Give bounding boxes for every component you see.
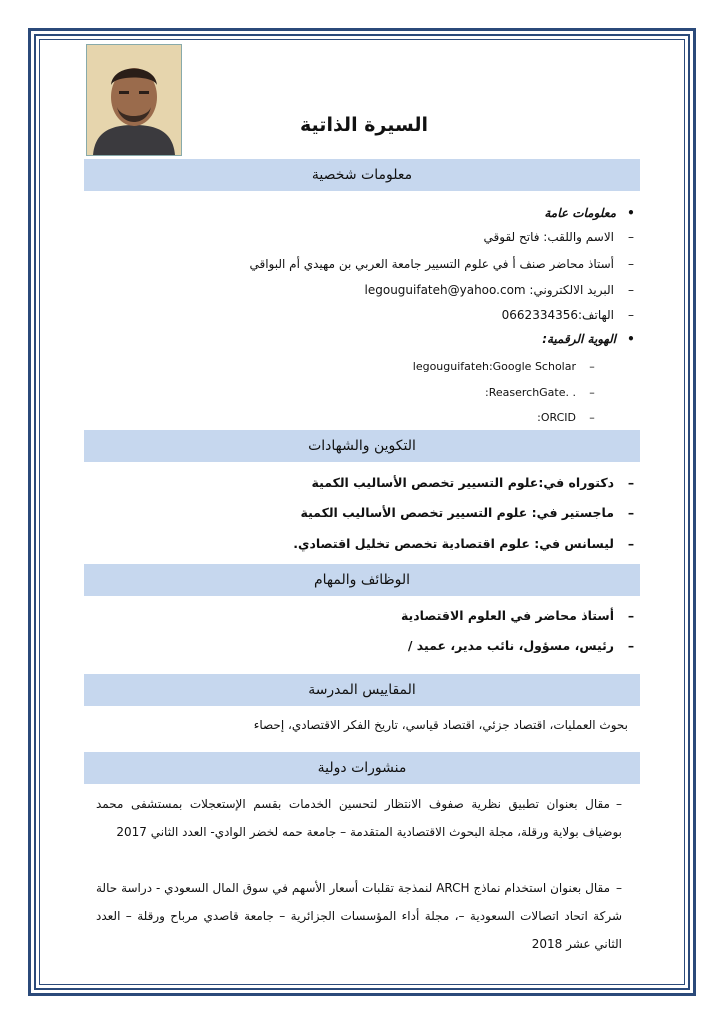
info-position-text: أستاذ محاضر صنف أ في علوم التسيير جامعة العربي بن مهيدي أم البواقي bbox=[249, 257, 614, 271]
section-header-publications: منشورات دولية bbox=[84, 752, 640, 784]
degree-masters bbox=[84, 505, 640, 520]
researchgate-text: :ReaserchGate. . bbox=[485, 386, 576, 399]
dash-icon: – bbox=[616, 797, 622, 811]
job-lecturer-text: أستاذ محاضر في العلوم الاقتصادية bbox=[400, 608, 614, 623]
dash-icon: – bbox=[627, 608, 635, 623]
degree-phd bbox=[84, 475, 640, 490]
digital-identity-heading-text: الهوية الرقمية: bbox=[542, 332, 616, 346]
dash-icon: – bbox=[628, 308, 634, 322]
google-scholar-link[interactable] bbox=[413, 360, 600, 373]
publication-text: مقال بعنوان تطبيق نظرية صفوف الانتظار لتحسين الخدمات بقسم الإستعجلات بمستشفى محمد بوضياف بولاية ورقلة، مجلة البحوث الاقتصادية المتقدمة – جامعة حمه لخضر الوادي- العدد الثاني 2017 bbox=[96, 797, 622, 839]
degree-masters-text: ماجستير في: علوم التسيير تخصص الأساليب الكمية bbox=[300, 505, 614, 520]
dash-icon: – bbox=[589, 360, 595, 373]
orcid-text: :ORCID bbox=[537, 411, 576, 424]
dash-icon: – bbox=[616, 881, 622, 895]
info-name-text: الاسم واللقب: فاتح لقوقي bbox=[483, 230, 614, 244]
dash-icon: – bbox=[627, 475, 635, 490]
dash-icon: – bbox=[628, 230, 634, 244]
orcid-link[interactable] bbox=[537, 411, 600, 424]
publication-item bbox=[96, 874, 622, 958]
cv-page bbox=[84, 40, 640, 980]
dash-icon: – bbox=[589, 411, 595, 424]
digital-identity-heading bbox=[542, 332, 640, 346]
degree-license bbox=[84, 536, 640, 551]
degree-license-text: ليسانس في: علوم اقتصادية تخصص تخليل اقتصادي. bbox=[293, 536, 614, 551]
publication-item bbox=[96, 790, 622, 846]
dash-icon: – bbox=[589, 386, 595, 399]
section-header-education: التكوين والشهادات bbox=[84, 430, 640, 462]
section-header-courses: المقاييس المدرسة bbox=[84, 674, 640, 706]
dash-icon: – bbox=[627, 536, 635, 551]
dash-icon: – bbox=[628, 283, 634, 297]
info-name bbox=[84, 230, 640, 244]
info-email-text: البريد الالكتروني: legouguifateh@yahoo.com bbox=[364, 283, 614, 297]
info-phone bbox=[84, 308, 640, 322]
page-title: السيرة الذاتية bbox=[300, 114, 428, 136]
job-lecturer bbox=[84, 608, 640, 623]
bullet-icon: • bbox=[627, 332, 635, 346]
google-scholar-text: legouguifateh:Google Scholar bbox=[412, 360, 576, 373]
job-roles-text: رئيس، مسؤول، نائب مدير، عميد / bbox=[407, 638, 614, 653]
courses-list: بحوث العمليات، اقتصاد جزئي، اقتصاد قياسي، تاريخ الفكر الاقتصادي، إحصاء bbox=[253, 718, 628, 732]
degree-phd-text: دكتوراه في:علوم التسيير تخصص الأساليب الكمية bbox=[311, 475, 614, 490]
info-position bbox=[84, 257, 640, 271]
portrait-image bbox=[87, 45, 181, 155]
general-info-heading-text: معلومات عامة bbox=[544, 206, 616, 220]
section-header-jobs: الوظائف والمهام bbox=[84, 564, 640, 596]
section-header-personal: معلومات شخصية bbox=[84, 159, 640, 191]
dash-icon: – bbox=[627, 638, 635, 653]
info-phone-text: الهاتف:0662334356 bbox=[501, 308, 614, 322]
bullet-icon: • bbox=[627, 206, 635, 220]
dash-icon: – bbox=[628, 257, 634, 271]
researchgate-link[interactable] bbox=[485, 386, 600, 399]
profile-photo bbox=[86, 44, 182, 156]
dash-icon: – bbox=[627, 505, 635, 520]
publication-text: مقال بعنوان استخدام نماذج ARCH لنمذجة تقلبات أسعار الأسهم في سوق المال السعودي - دراسة حالة شركة اتحاد اتصالات السعودية –، مجلة أداء المؤسسات الجزائرية – جامعة قاصدي مرباح ورقلة – العدد الثاني عشر 2018 bbox=[96, 881, 622, 951]
job-roles bbox=[84, 638, 640, 653]
info-email bbox=[84, 283, 640, 297]
general-info-heading bbox=[544, 206, 640, 220]
